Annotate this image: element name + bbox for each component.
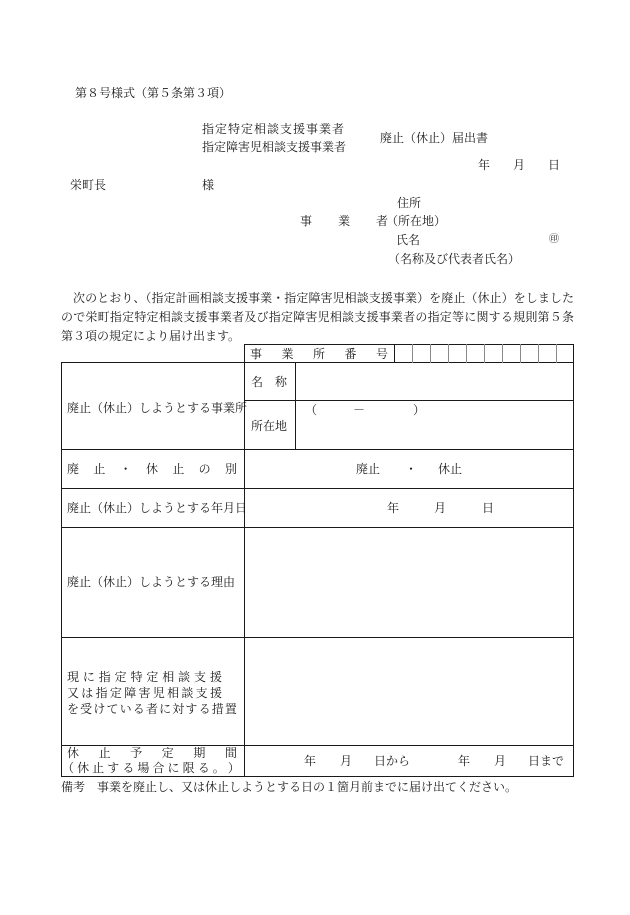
- number-box-divider: [502, 344, 503, 363]
- char: 者: [145, 702, 158, 716]
- char: 対: [172, 702, 185, 716]
- table-border: [61, 776, 574, 777]
- char: け: [93, 702, 106, 716]
- char: に: [167, 761, 180, 775]
- office-location-label: 所在地: [251, 419, 288, 433]
- char: 援: [209, 686, 222, 700]
- char: 所: [312, 347, 325, 361]
- char: 指: [98, 670, 111, 684]
- char: を: [67, 702, 80, 716]
- office-number-label: [250, 347, 388, 361]
- char: 談: [178, 670, 191, 684]
- title-line-2: 指定障害児相談支援事業者: [202, 140, 347, 154]
- period-end-month: 月: [494, 754, 507, 768]
- char: 。: [212, 761, 225, 775]
- office-name-label: 名 称: [251, 375, 288, 389]
- table-border: [61, 637, 574, 638]
- address-label: 住所: [397, 196, 422, 210]
- char: 害: [138, 686, 151, 700]
- date-row-year: 年: [387, 501, 400, 515]
- measure-label-line-2: [67, 686, 222, 700]
- addressee: 栄町長: [70, 178, 107, 192]
- honorific: 様: [202, 178, 215, 192]
- char: 場: [137, 761, 150, 775]
- number-box-divider: [556, 344, 557, 363]
- date-row-label: 廃止（休止）しようとする年月日: [67, 501, 248, 515]
- char: 定: [109, 686, 122, 700]
- char: 又: [67, 686, 80, 700]
- number-box-divider: [412, 344, 413, 363]
- char: に: [82, 670, 95, 684]
- char: 間: [224, 746, 237, 760]
- option-abolish: 廃止: [356, 462, 381, 476]
- number-box-divider: [538, 344, 539, 363]
- char: 別: [224, 462, 237, 476]
- number-box-divider: [520, 344, 521, 363]
- name-note: （名称及び代表者氏名）: [388, 252, 521, 266]
- char: 合: [152, 761, 165, 775]
- type-row-label: [67, 462, 237, 476]
- table-border: [61, 362, 62, 777]
- char: る: [122, 761, 135, 775]
- char: 事: [250, 347, 263, 361]
- period-label-line-2: [62, 761, 240, 775]
- char: 休: [67, 746, 80, 760]
- table-border: [61, 362, 574, 363]
- char: 談: [181, 686, 194, 700]
- char: 業: [337, 214, 350, 228]
- number-box-divider: [430, 344, 431, 363]
- char: る: [132, 702, 145, 716]
- date-day: 日: [548, 158, 561, 172]
- period-start-day: 日から: [374, 754, 411, 768]
- char: る: [197, 761, 210, 775]
- char: て: [106, 702, 119, 716]
- char: は: [81, 686, 94, 700]
- char: 置: [224, 702, 237, 716]
- char: 休: [77, 761, 90, 775]
- option-suspend: 休止: [438, 462, 463, 476]
- name-label: 氏名: [396, 233, 421, 247]
- period-start-year: 年: [304, 754, 317, 768]
- number-box-divider: [448, 344, 449, 363]
- char: す: [185, 702, 198, 716]
- table-border: [573, 344, 574, 777]
- char: 援: [209, 670, 222, 684]
- char: 支: [195, 686, 208, 700]
- char: い: [119, 702, 132, 716]
- date-month: 月: [513, 158, 526, 172]
- table-border: [244, 400, 574, 401]
- title-suffix: 廃止（休止）届出書: [380, 131, 489, 145]
- char: の: [198, 462, 211, 476]
- table-border: [61, 449, 574, 450]
- char: 事: [300, 214, 313, 228]
- char: 現: [67, 670, 80, 684]
- office-row-label: 廃止（休止）しようとする事業所: [67, 401, 248, 415]
- number-box-divider: [484, 344, 485, 363]
- footer-note: 備考 事業を廃止し、又は休止しようとする日の１箇月前までに届け出てください。: [61, 780, 518, 794]
- address-paren: （所在地）: [386, 214, 447, 228]
- period-end-year: 年: [458, 754, 471, 768]
- char: 期: [193, 746, 206, 760]
- table-border: [295, 362, 296, 450]
- table-border: [61, 488, 574, 489]
- table-border: [61, 527, 574, 528]
- date-row-day: 日: [482, 501, 495, 515]
- char: 廃: [67, 462, 80, 476]
- business-label: [300, 214, 388, 228]
- char: 業: [281, 347, 294, 361]
- char: に: [159, 702, 172, 716]
- period-end-day: 日まで: [528, 754, 565, 768]
- char: 定: [146, 670, 159, 684]
- number-box-divider: [466, 344, 467, 363]
- char: 受: [80, 702, 93, 716]
- reason-row-label: 廃止（休止）しようとする理由: [67, 575, 236, 589]
- form-number: 第８号様式（第５条第３項）: [75, 86, 232, 100]
- measure-label-line-1: [67, 670, 222, 684]
- char: 特: [130, 670, 143, 684]
- table-border: [244, 344, 574, 345]
- char: 児: [152, 686, 165, 700]
- char: 定: [161, 746, 174, 760]
- seal-mark: ㊞: [549, 234, 559, 245]
- char: 号: [375, 347, 388, 361]
- char: 措: [211, 702, 224, 716]
- office-phone-placeholder: （ － ）: [305, 403, 426, 417]
- date-row-month: 月: [434, 501, 447, 515]
- char: 止: [98, 746, 111, 760]
- char: ）: [227, 761, 240, 775]
- char: 番: [344, 347, 357, 361]
- char: 限: [182, 761, 195, 775]
- char: 定: [114, 670, 127, 684]
- measure-label-line-3: [67, 702, 237, 716]
- period-label-line-1: [67, 746, 237, 760]
- char: 相: [167, 686, 180, 700]
- char: （: [62, 761, 75, 775]
- table-border: [394, 344, 395, 363]
- char: 指: [95, 686, 108, 700]
- char: 止: [92, 761, 105, 775]
- period-start-month: 月: [340, 754, 353, 768]
- title-line-1: 指定特定相談支援事業者: [202, 122, 346, 136]
- char: 予: [130, 746, 143, 760]
- option-separator: ・: [405, 462, 418, 476]
- char: 障: [124, 686, 137, 700]
- char: す: [107, 761, 120, 775]
- char: 止: [93, 462, 106, 476]
- char: 相: [162, 670, 175, 684]
- char: 支: [194, 670, 207, 684]
- char: 者: [375, 214, 388, 228]
- char: 止: [172, 462, 185, 476]
- date-year: 年: [478, 158, 491, 172]
- char: ・: [119, 462, 132, 476]
- char: る: [198, 702, 211, 716]
- intro-paragraph: 次のとおり、（指定計画相談支援事業・指定障害児相談支援事業）を廃止（休止）をしましたので栄町指定特定相談支援事業者及び指定障害児相談支援事業者の指定等に関する規則第５条第３項の規定により届け出ます。: [61, 291, 574, 343]
- char: 休: [145, 462, 158, 476]
